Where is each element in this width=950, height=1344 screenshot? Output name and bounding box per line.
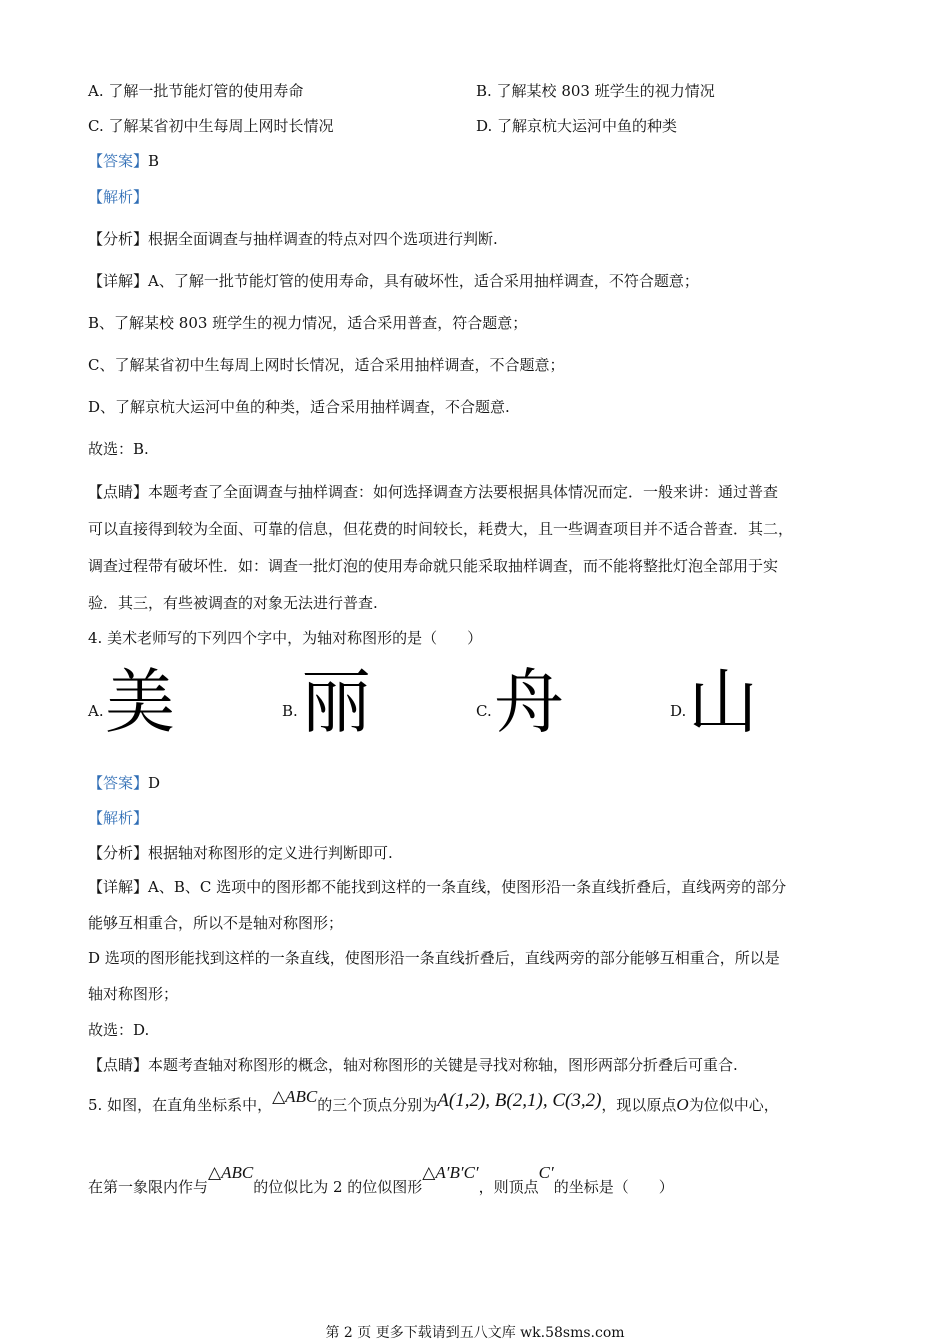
q4-xiangjie-1: 【详解】A、B、C 选项中的图形都不能找到这样的一条直线，使图形沿一条直线折叠后，直线两旁的部分 [88,878,787,896]
q5-line2-b: 的位似比为 2 的位似图形 [253,1178,423,1196]
option-d: D. 了解京杭大运河中鱼的种类 [476,117,678,135]
q4-fenxi: 【分析】根据轴对称图形的定义进行判断即可. [88,844,393,862]
q5-triangle-abc-2: △ABC [208,1163,254,1182]
q4-guxuan: 故选：D. [88,1021,150,1039]
dianjing-3: 调查过程带有破坏性．如：调查一批灯泡的使用寿命就只能采取抽样调查，而不能将整批灯泡全部用于实 [88,557,779,575]
q5-stem-c: ，现以原点 [601,1096,677,1114]
q5-line-1 [88,1087,779,1116]
xiangjie-1: 【详解】A、了解一批节能灯管的使用寿命，具有破坏性，适合采用抽样调查，不符合题意； [88,272,699,290]
q4-dianjing: 【点睛】本题考查轴对称图形的概念，轴对称图形的关键是寻找对称轴，图形两部分折叠后可重合. [88,1056,738,1074]
answer-value: B [148,152,160,170]
q5-coords: A(1,2), B(2,1), C(3,2) [437,1090,602,1111]
answer-tag: 【答案】 [88,152,149,170]
q4-xiangjie-2: 能够互相重合，所以不是轴对称图形； [88,914,344,932]
q4-answer-tag: 【答案】 [88,774,149,792]
q4-analysis-tag: 【解析】 [88,809,149,827]
dianjing-2: 可以直接得到较为全面、可靠的信息，但花费的时间较长，耗费大，且一些调查项目并不适合普查．其二， [88,520,794,538]
q5-stem-d: 为位似中心， [688,1096,779,1114]
q4-xiangjie-3: D 选项的图形能找到这样的一条直线，使图形沿一条直线折叠后，直线两旁的部分能够互相重合，所以是 [88,949,780,967]
q5-line2-c: ，则顶点 [478,1178,539,1196]
char-li-image: 丽 [301,661,371,743]
choice-a-label: A. [88,702,104,720]
q4-answer-line [88,772,160,794]
page-footer: 第 2 页 更多下载请到五八文库 wk.58sms.com [325,1325,625,1341]
xiangjie-3: C、了解某省初中生每周上网时长情况，适合采用抽样调查，不合题意； [88,356,565,374]
q5-origin: O [676,1095,689,1114]
q5-stem-a: 5. 如图，在直角坐标系中， [88,1096,273,1114]
char-mei-image: 美 [105,661,175,743]
q5-vertex-c-prime: C′ [538,1163,554,1182]
answer-line [88,150,159,172]
dianjing-4: 验．其三，有些被调查的对象无法进行普查. [88,594,378,612]
option-b: B. 了解某校 803 班学生的视力情况 [476,82,715,100]
option-a: A. 了解一批节能灯管的使用寿命 [88,82,304,100]
option-c: C. 了解某省初中生每周上网时长情况 [88,117,334,135]
dianjing-1: 【点睛】本题考查了全面调查与抽样调查：如何选择调查方法要根据具体情况而定．一般来讲：通过普查 [88,483,779,501]
char-shan-image: 山 [688,661,758,743]
q4-xiangjie-4: 轴对称图形； [88,985,179,1003]
xiangjie-2: B、了解某校 803 班学生的视力情况，适合采用普查，符合题意； [88,314,528,332]
q5-line2-d: 的坐标是（ ） [553,1178,674,1196]
choice-b-label: B. [282,702,298,720]
choice-d-label: D. [670,702,687,720]
choice-c-label: C. [476,702,492,720]
q5-line-2 [88,1163,674,1198]
fenxi: 【分析】根据全面调查与抽样调查的特点对四个选项进行判断. [88,230,498,248]
char-zhou-image: 舟 [494,661,564,743]
guxuan: 故选：B. [88,440,149,458]
xiangjie-4: D、了解京杭大运河中鱼的种类，适合采用抽样调查，不合题意. [88,398,510,416]
q4-answer-value: D [148,774,161,792]
q5-line2-a: 在第一象限内作与 [88,1178,209,1196]
q5-triangle-abc-prime: △A′B′C′ [422,1163,479,1182]
q5-triangle-abc: △ABC [272,1087,318,1106]
analysis-tag: 【解析】 [88,188,149,206]
q4-stem: 4. 美术老师写的下列四个字中，为轴对称图形的是（ ） [88,629,483,647]
q5-stem-b: 的三个顶点分别为 [317,1096,438,1114]
